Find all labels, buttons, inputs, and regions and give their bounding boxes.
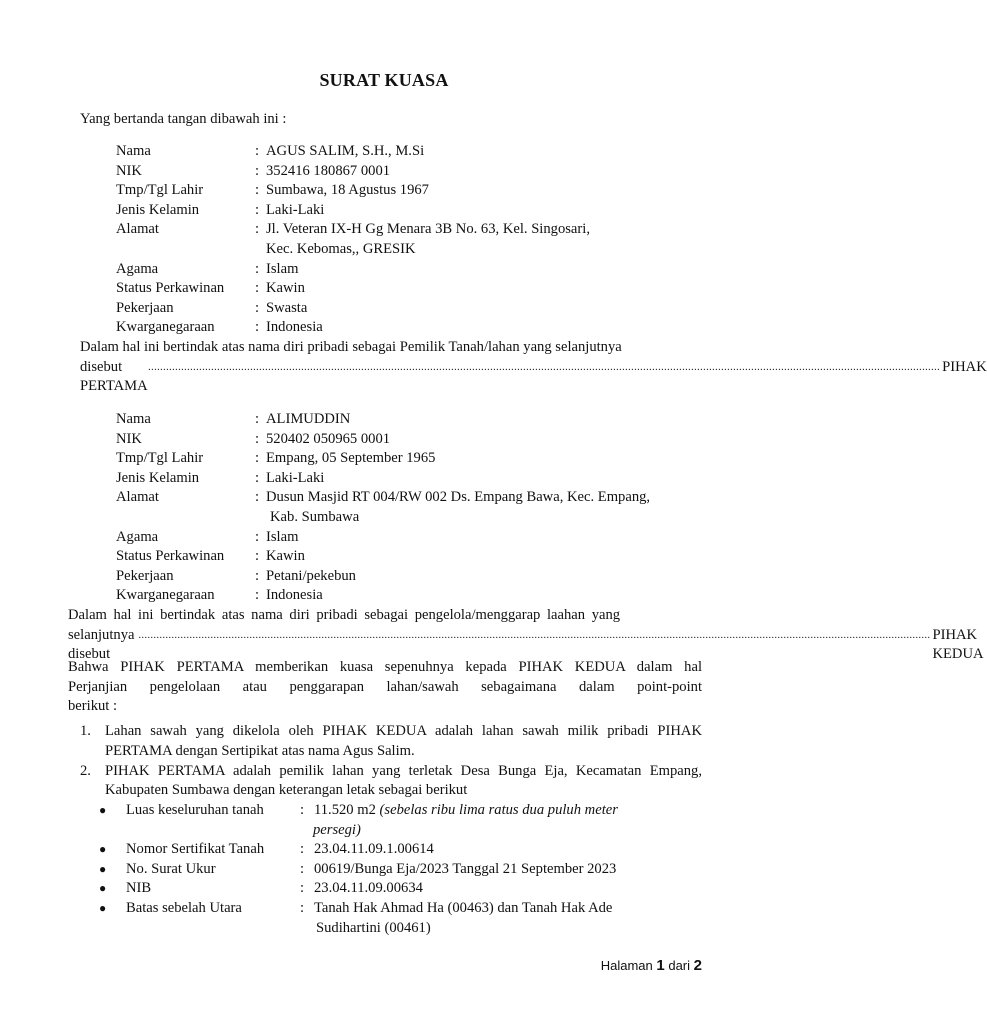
detail-label: Nomor Sertifikat Tanah xyxy=(126,841,265,858)
field-label: Agama xyxy=(116,528,159,545)
field-label: Kwarganegaraan xyxy=(116,587,215,604)
detail-value: 23.04.11.09.1.00614 xyxy=(314,841,434,858)
detail-label: Luas keseluruhan tanah xyxy=(126,802,264,818)
bullet-icon: ● xyxy=(99,881,107,896)
field-colon: : xyxy=(255,201,260,218)
statement-line xyxy=(80,358,987,378)
detail-value: 23.04.11.09.00634 xyxy=(314,880,423,897)
field-value: 352416 180867 0001 xyxy=(266,162,391,179)
footer-of: dari xyxy=(668,958,691,973)
field-value: Jl. Veteran IX-H Gg Menara 3B No. 63, Kel. Singosari, xyxy=(266,221,590,238)
field-label: Pekerjaan xyxy=(116,567,174,584)
bullet-icon: ● xyxy=(99,803,107,817)
footer-prefix: Halaman xyxy=(600,958,653,973)
point-line: PIHAK PERTAMA adalah pemilik lahan yang terletak Desa Bunga Eja, Kecamatan Empang, xyxy=(105,762,702,779)
intro-text: Yang bertanda tangan dibawah ini : xyxy=(80,111,287,127)
field-label: Jenis Kelamin xyxy=(116,469,200,486)
field-label: Agama xyxy=(116,260,159,277)
point-number: 1. xyxy=(80,723,91,739)
field-label: Pekerjaan xyxy=(116,299,174,316)
field-colon: : xyxy=(255,528,260,545)
point-text xyxy=(105,762,702,801)
paragraph-line: berikut : xyxy=(68,698,118,715)
detail-colon: : xyxy=(300,802,305,818)
point-number: 2. xyxy=(80,762,91,779)
dotted-leader: ........................................................................................................................................................................................................................................................................ xyxy=(148,361,941,373)
bullet-icon: ● xyxy=(99,901,107,915)
field-colon: : xyxy=(255,567,260,584)
field-label: Kwarganegaraan xyxy=(116,319,215,336)
field-value: Dusun Masjid RT 004/RW 002 Ds. Empang Bawa, Kec. Empang, xyxy=(266,489,651,506)
point-line: PERTAMA dengan Sertipikat atas nama Agus Salim. xyxy=(105,742,415,759)
field-value: Laki-Laki xyxy=(266,469,325,486)
footer-total: 2 xyxy=(693,957,702,974)
field-label: Nama xyxy=(116,411,151,427)
field-colon: : xyxy=(255,430,260,447)
field-label: Tmp/Tgl Lahir xyxy=(116,182,204,199)
numbered-point xyxy=(0,762,768,802)
detail-value: Tanah Hak Ahmad Ha (00463) dan Tanah Hak Ade xyxy=(314,900,613,916)
detail-colon: : xyxy=(300,900,305,916)
field-colon: : xyxy=(255,469,260,486)
detail-colon: : xyxy=(300,880,305,897)
field-value: Swasta xyxy=(266,299,308,316)
field-value: ALIMUDDIN xyxy=(266,411,351,427)
page-number-footer xyxy=(601,957,702,974)
detail-label: Batas sebelah Utara xyxy=(126,900,242,916)
field-colon: : xyxy=(255,299,260,316)
field-value: Indonesia xyxy=(266,319,323,336)
detail-colon: : xyxy=(300,860,305,877)
field-label: NIK xyxy=(116,162,142,179)
document-title: SURAT KUASA xyxy=(319,70,449,90)
statement-suffix: PIHAK xyxy=(942,358,987,375)
statement-prefix: disebut xyxy=(80,358,123,375)
point-line: Kabupaten Sumbawa dengan keterangan letak sebagai berikut xyxy=(105,782,468,799)
field-value: Kawin xyxy=(266,280,305,297)
statement-suffix: PIHAK KEDUA xyxy=(932,626,984,663)
point-text xyxy=(105,722,702,761)
field-colon: : xyxy=(255,260,260,277)
dotted-leader: ........................................................................................................................................................................................................................................................................ xyxy=(138,629,931,641)
statement-prefix: selanjutnya disebut xyxy=(68,626,135,663)
field-colon: : xyxy=(255,411,260,427)
authorization-paragraph xyxy=(68,658,702,717)
field-label: Status Perkawinan xyxy=(116,548,225,565)
point-line: Lahan sawah yang dikelola oleh PIHAK KEDUA adalah lahan sawah milik pribadi PIHAK xyxy=(105,723,702,739)
detail-value-note: persegi) xyxy=(313,821,361,838)
field-value: Laki-Laki xyxy=(266,201,325,218)
field-value: 520402 050965 0001 xyxy=(266,430,391,447)
pihak2-statement xyxy=(68,606,984,665)
field-value: Empang, 05 September 1965 xyxy=(266,450,436,467)
paragraph-line: Perjanjian pengelolaan atau penggarapan lahan/sawah sebagaimana dalam point-point xyxy=(68,678,702,695)
field-label: Nama xyxy=(116,143,151,159)
statement-line xyxy=(80,377,702,397)
field-colon: : xyxy=(255,182,260,199)
field-value: Islam xyxy=(266,260,299,277)
field-colon: : xyxy=(255,450,260,467)
field-value: Islam xyxy=(266,528,299,545)
field-colon: : xyxy=(255,143,260,159)
field-colon: : xyxy=(255,319,260,336)
field-value: Indonesia xyxy=(266,587,323,604)
detail-value-note: (sebelas ribu lima ratus dua puluh meter xyxy=(379,802,618,818)
statement-text: Dalam hal ini bertindak atas nama diri pribadi sebagai pengelola/menggarap laahan yang xyxy=(68,607,621,623)
field-colon: : xyxy=(255,587,260,604)
statement-line xyxy=(68,606,702,626)
statement-text: Dalam hal ini bertindak atas nama diri pribadi sebagai Pemilik Tanah/lahan yang selanjutnya xyxy=(80,339,622,355)
numbered-point xyxy=(0,722,768,762)
detail-value-text: 11.520 m2 xyxy=(314,802,376,818)
detail-value xyxy=(314,801,618,821)
field-label: NIK xyxy=(116,430,142,447)
field-colon: : xyxy=(255,489,260,506)
field-label: Jenis Kelamin xyxy=(116,201,200,218)
statement-text: PERTAMA xyxy=(80,378,148,395)
bullet-icon: ● xyxy=(99,842,107,857)
footer-page: 1 xyxy=(656,957,665,974)
field-colon: : xyxy=(255,162,260,179)
field-colon: : xyxy=(255,280,260,297)
field-label: Alamat xyxy=(116,221,159,238)
field-value-continuation: Kab. Sumbawa xyxy=(270,509,360,525)
detail-value-continuation: Sudihartini (00461) xyxy=(316,919,431,936)
field-value: Sumbawa, 18 Agustus 1967 xyxy=(266,182,429,199)
paragraph-line: Bahwa PIHAK PERTAMA memberikan kuasa sepenuhnya kepada PIHAK KEDUA dalam hal xyxy=(68,659,702,675)
field-value-continuation: Kec. Kebomas,, GRESIK xyxy=(266,241,416,257)
field-label: Tmp/Tgl Lahir xyxy=(116,450,204,467)
field-value: AGUS SALIM, S.H., M.Si xyxy=(266,143,425,159)
field-value: Kawin xyxy=(266,548,305,565)
field-label: Status Perkawinan xyxy=(116,280,225,297)
field-colon: : xyxy=(255,548,260,565)
statement-line xyxy=(80,338,702,358)
field-label: Alamat xyxy=(116,489,159,506)
detail-value: 00619/Bunga Eja/2023 Tanggal 21 September 2023 xyxy=(314,860,617,877)
detail-colon: : xyxy=(300,841,305,858)
bullet-icon: ● xyxy=(99,861,107,876)
pihak1-statement xyxy=(80,338,987,397)
field-colon: : xyxy=(255,221,260,238)
field-value: Petani/pekebun xyxy=(266,567,356,584)
detail-label: No. Surat Ukur xyxy=(126,860,216,877)
detail-label: NIB xyxy=(126,880,152,897)
